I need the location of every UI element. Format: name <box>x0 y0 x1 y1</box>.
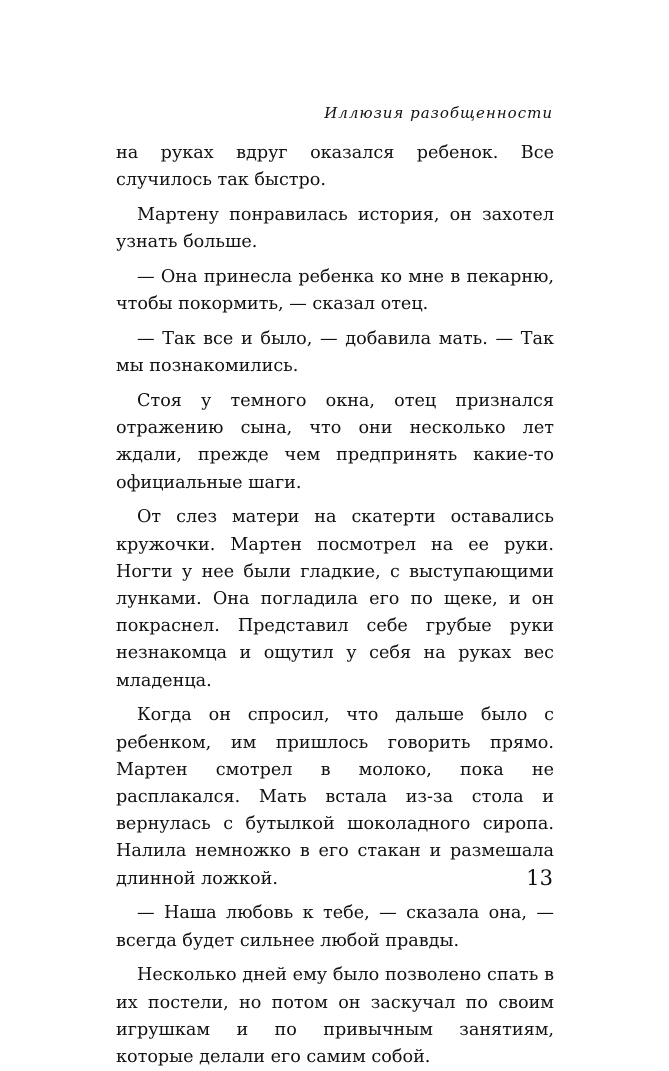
paragraph-dialogue: — Так все и было, — добавила мать. — Так мы познакомились. <box>116 329 554 377</box>
paragraph: Мартену понравилась история, он захотел узнать больше. <box>116 205 554 253</box>
running-header: Иллюзия разобщенности <box>324 104 553 122</box>
paragraph: От слез матери на скатерти оставались кружочки. Мартен посмотрел на ее руки. Ногти у нее были гладкие, с выступающими лунками. Она погладила его по щеке, и он покраснел. Представил себе грубые руки незнакомца и ощутил у себя на руках вес младенца. <box>116 507 554 691</box>
paragraph: Стоя у темного окна, отец признался отражению сына, что они несколько лет ждали, прежде чем предпринять какие-то официальные шаги. <box>116 391 554 493</box>
paragraph: Несколько дней ему было позволено спать в их постели, но потом он заскучал по своим игрушкам и по привычным занятиям, которые делали его самим собой. <box>116 965 554 1068</box>
paragraph: Когда он спросил, что дальше было с ребенком, им пришлось говорить прямо. Мартен смотрел в молоко, пока не расплакался. Мать встала из-за стола и вернулась с бутылкой шоколадного сиропа. Налила немножко в его стакан и размешала длинной ложкой. <box>116 705 554 889</box>
paragraph-continuation: на руках вдруг оказался ребенок. Все случилось так быстро. <box>116 143 554 191</box>
paragraph-dialogue: — Она принесла ребенка ко мне в пекарню, чтобы покормить, — сказал отец. <box>116 267 554 315</box>
paragraph-dialogue: — Наша любовь к тебе, — сказала она, — всегда будет сильнее любой правды. <box>116 903 554 951</box>
page-number: 13 <box>526 866 553 890</box>
body-text <box>116 140 554 1071</box>
